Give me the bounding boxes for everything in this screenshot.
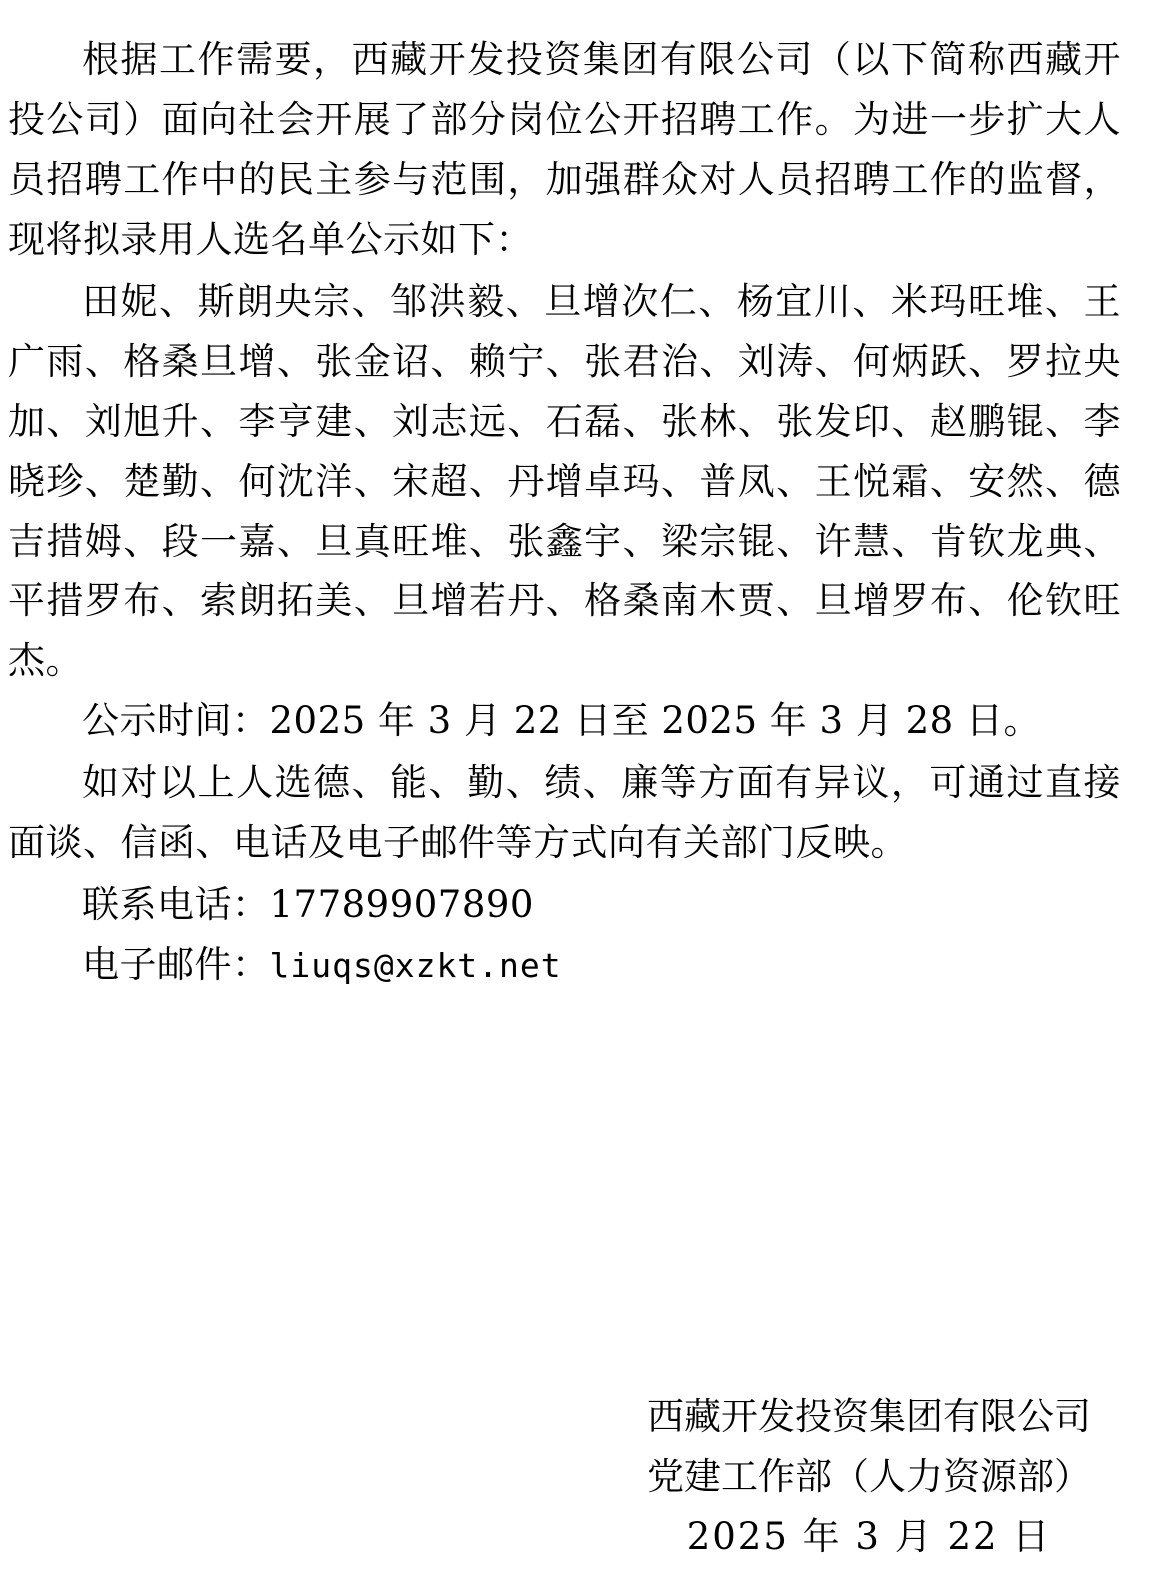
candidate-name-list: 田妮、斯朗央宗、邹洪毅、旦增次仁、杨宜川、米玛旺堆、王广雨、格桑旦增、张金诏、赖宁、张君治、刘涛、何炳跃、罗拉央加、刘旭升、李亨建、刘志远、石磊、张林、张发印、赵鹏锟、李晓珍、楚勤、何沈洋、宋超、丹增卓玛、普凤、王悦霜、安然、德吉措姆、段一嘉、旦真旺堆、张鑫宇、梁宗锟、许慧、肯钦龙典、平措罗布、索朗拓美、旦增若丹、格桑南木贾、旦增罗布、伦钦旺杰。 [8, 279, 1121, 683]
contact-phone-row [8, 875, 1121, 935]
signature-org-name: 西藏开发投资集团有限公司 [647, 1395, 1091, 1439]
contact-email-row [8, 935, 1121, 995]
objection-paragraph: 如对以上人选德、能、勤、绩、廉等方面有异议，可通过直接面谈、信函、电话及电子邮件等方式向有关部门反映。 [8, 761, 1121, 865]
contact-phone-value: 17789907890 [269, 883, 534, 927]
signature-block [647, 1387, 1091, 1567]
signature-date: 2025 年 3 月 22 日 [686, 1515, 1052, 1559]
contact-email-value: liuqs@xzkt.net [269, 946, 562, 986]
intro-paragraph: 根据工作需要，西藏开发投资集团有限公司（以下简称西藏开投公司）面向社会开展了部分岗位公开招聘工作。为进一步扩大人员招聘工作中的民主参与范围，加强群众对人员招聘工作的监督，现将拟录用人选名单公示如下： [8, 38, 1121, 261]
signature-department: 党建工作部（人力资源部） [647, 1455, 1091, 1499]
contact-email-label: 电子邮件： [82, 943, 270, 987]
publicity-period: 公示时间：2025 年 3 月 22 日至 2025 年 3 月 28 日。 [82, 699, 1041, 743]
document-body [8, 30, 1121, 995]
contact-phone-label: 联系电话： [82, 883, 270, 927]
